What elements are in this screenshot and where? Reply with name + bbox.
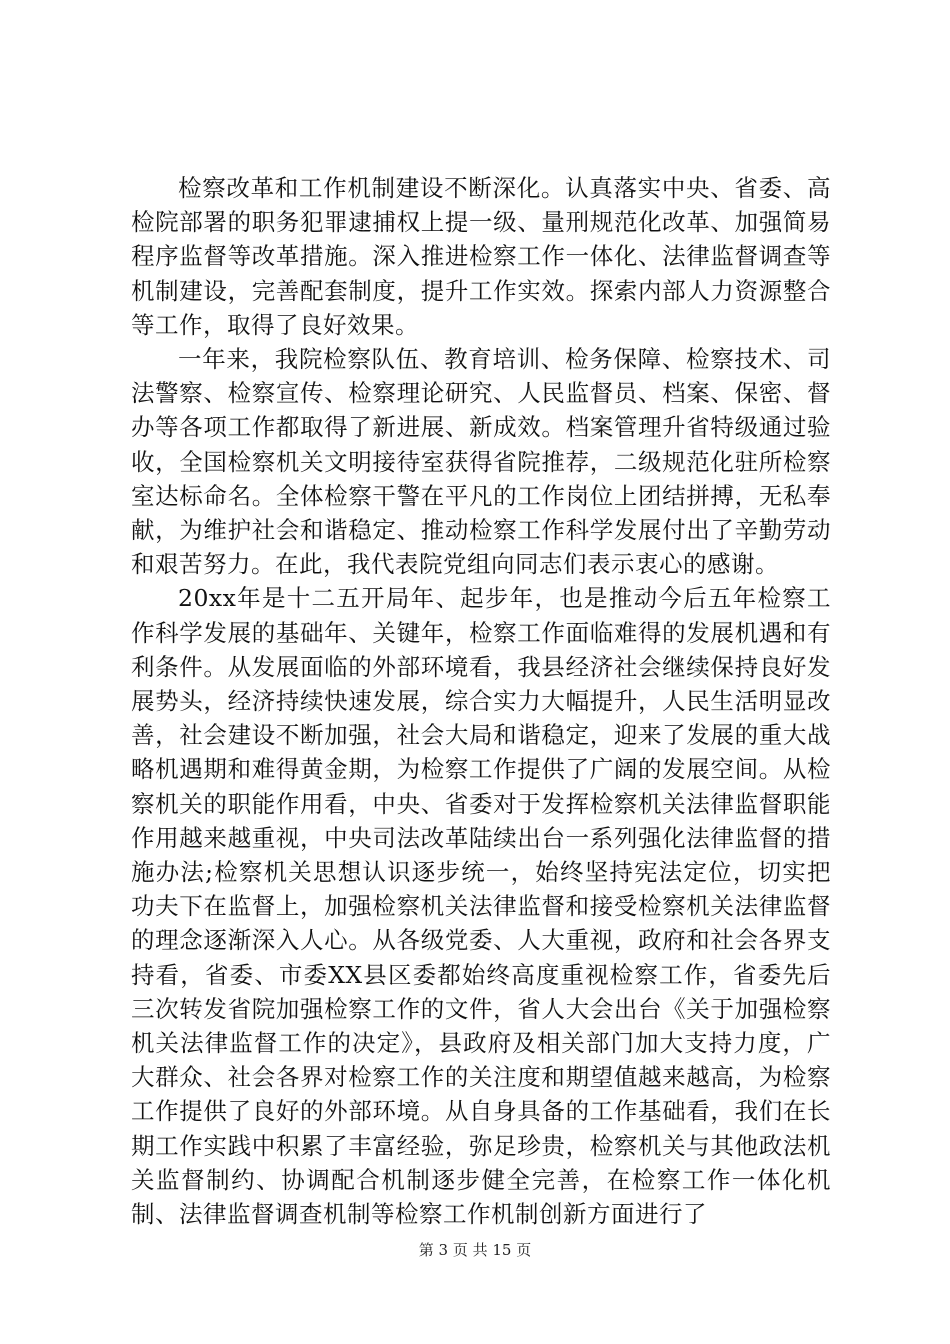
page-number-footer: 第 3 页 共 15 页 [418, 1241, 532, 1259]
paragraph-reform: 检察改革和工作机制建设不断深化。认真落实中央、省委、高检院部署的职务犯罪逮捕权上提一级、量刑规范化改革、加强简易程序监督等改革措施。深入推进检察工作一体化、法律监督调查等机制建设，完善配套制度，提升工作实效。探索内部人力资源整合等工作，取得了良好效果。 [131, 174, 831, 339]
paragraph-opportunities: 20xx年是十二五开局年、起步年，也是推动今后五年检察工作科学发展的基础年、关键年，检察工作面临难得的发展机遇和有利条件。从发展面临的外部环境看，我县经济社会继续保持良好发展势头，经济持续快速发展，综合实力大幅提升，人民生活明显改善，社会建设不断加强，社会大局和谐稳定，迎来了发展的重大战略机遇期和难得黄金期，为检察工作提供了广阔的发展空间。从检察机关的职能作用看，中央、省委对于发挥检察机关法律监督职能作用越来越重视，中央司法改革陆续出台一系列强化法律监督的措施办法;检察机关思想认识逐步统一，始终坚持宪法定位，切实把功夫下在监督上，加强检察机关法律监督和接受检察机关法律监督的理念逐渐深入人心。从各级党委、人大重视，政府和社会各界支持看，省委、市委XX县区委都始终高度重视检察工作，省委先后三次转发省院加强检察工作的文件，省人大会出台《关于加强检察机关法律监督工作的决定》，县政府及相关部门加大支持力度，广大群众、社会各界对检察工作的关注度和期望值越来越高，为检察工作提供了良好的外部环境。从自身具备的工作基础看，我们在长期工作实践中积累了丰富经验，弥足珍贵，检察机关与其他政法机关监督制约、协调配合机制逐步健全完善，在检察工作一体化机制、法律监督调查机制等检察工作机制创新方面进行了 [131, 584, 831, 1229]
paragraph-year-review: 一年来，我院检察队伍、教育培训、检务保障、检察技术、司法警察、检察宣传、检察理论研究、人民监督员、档案、保密、督办等各项工作都取得了新进展、新成效。档案管理升省特级通过验收，全国检察机关文明接待室获得省院推荐，二级规范化驻所检察室达标命名。全体检察干警在平凡的工作岗位上团结拼搏，无私奉献，为维护社会和谐稳定、推动检察工作科学发展付出了辛勤劳动和艰苦努力。在此，我代表院党组向同志们表示衷心的感谢。 [131, 345, 831, 579]
document-body [131, 171, 831, 1231]
